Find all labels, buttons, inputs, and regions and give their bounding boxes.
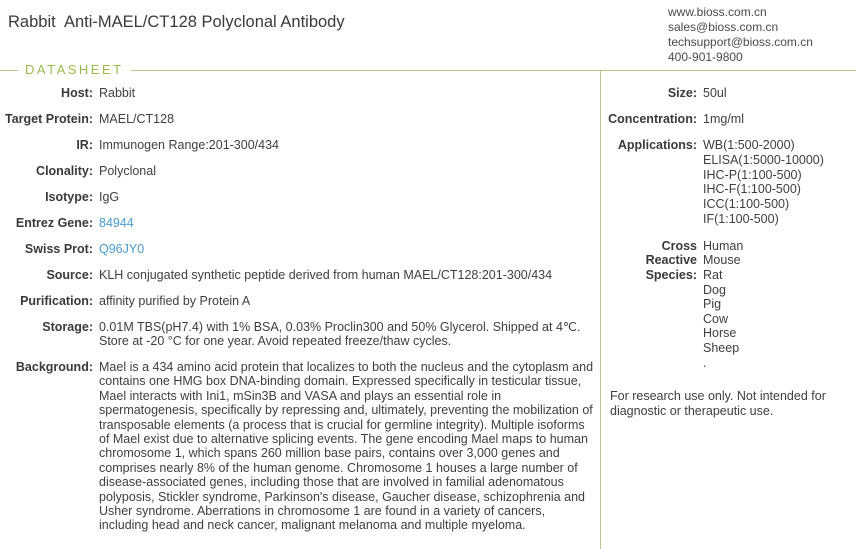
species-item: Pig bbox=[703, 297, 722, 312]
application-item: IF(1:100-500) bbox=[703, 211, 779, 226]
left-column bbox=[5, 86, 595, 545]
field-row-isotype bbox=[5, 190, 595, 204]
field-row-source bbox=[5, 268, 595, 282]
field-row-target-protein bbox=[5, 112, 595, 126]
species-item: Human bbox=[703, 238, 744, 253]
field-label: Isotype: bbox=[45, 190, 93, 204]
field-value: Rabbit bbox=[99, 86, 136, 100]
field-row-clonality bbox=[5, 164, 595, 178]
field-label: Entrez Gene: bbox=[15, 216, 93, 230]
field-value: 0.01M TBS(pH7.4) with 1% BSA, 0.03% Proclin300 and 50% Glycerol. Shipped at 4℃. Store at -20 °C for one year. Avoid repeated freeze/thaw cycles. bbox=[99, 320, 581, 348]
field-value: Polyclonal bbox=[99, 164, 156, 178]
field-row-ir bbox=[5, 138, 595, 152]
field-label: Storage: bbox=[42, 320, 93, 334]
datasheet-section-label: DATASHEET bbox=[18, 62, 131, 77]
field-label: Purification: bbox=[20, 294, 93, 308]
application-item: ICC(1:100-500) bbox=[703, 197, 790, 212]
species-item: Mouse bbox=[703, 253, 741, 268]
species-item: . bbox=[703, 355, 707, 370]
applications-list bbox=[697, 138, 824, 227]
swiss-prot-link[interactable]: Q96JY0 bbox=[99, 242, 145, 256]
field-label: IR: bbox=[76, 138, 93, 152]
field-row-swiss-prot bbox=[5, 242, 595, 256]
species-item: Rat bbox=[703, 267, 723, 282]
field-row-storage bbox=[5, 320, 595, 348]
contact-support-email: techsupport@bioss.com.cn bbox=[668, 35, 813, 49]
field-label: Host: bbox=[61, 86, 93, 100]
species-list bbox=[697, 239, 743, 370]
background-text: Mael is a 434 amino acid protein that localizes to both the nucleus and the cytoplasm and contains one HMG box DNA-binding domain. Expressed specifically in testicular tissue, Mael interacts with Ini1, mSin3B and VASA and plays an essential role in spermatogenesis, specifically by repressing and, ultimately, preventing the mobilization of transposable elements (a process that is crucial for germline integrity). Multiple isoforms of Mael exist due to alternative splicing events. The gene encoding Mael maps to human chromosome 1, which spans 260 million base pairs, contains over 3,000 genes and comprises nearly 8% of the human genome. Chromosome 1 houses a large number of disease-associated genes, including those that are involved in familial adenomatous polyposis, Stickler syndrome, Parkinson's disease, Gaucher disease, schizophrenia and Usher syndrome. Aberrations in chromosome 1 are found in a variety of cancers, including head and neck cancer, malignant melanoma and multiple myeloma. bbox=[99, 360, 594, 533]
field-row-entrez-gene bbox=[5, 216, 595, 230]
column-divider-line bbox=[600, 70, 601, 549]
field-label: Background: bbox=[15, 360, 93, 374]
field-value: Immunogen Range:201-300/434 bbox=[99, 138, 279, 152]
field-row-cross-reactive-species bbox=[608, 239, 850, 370]
field-label: Applications: bbox=[617, 138, 697, 152]
field-value: 1mg/ml bbox=[703, 112, 744, 126]
field-value: affinity purified by Protein A bbox=[99, 294, 251, 308]
field-label: Clonality: bbox=[36, 164, 93, 178]
field-value: MAEL/CT128 bbox=[99, 112, 175, 126]
species-item: Horse bbox=[703, 326, 737, 341]
field-row-applications bbox=[608, 138, 850, 227]
field-label: Concentration: bbox=[608, 112, 697, 126]
field-label: Cross Reactive Species: bbox=[645, 238, 697, 282]
field-label: Target Protein: bbox=[5, 112, 93, 126]
page-title: Rabbit Anti-MAEL/CT128 Polyclonal Antibody bbox=[8, 13, 345, 31]
field-row-concentration bbox=[608, 112, 850, 126]
field-value: IgG bbox=[99, 190, 120, 204]
species-item: Sheep bbox=[703, 340, 740, 355]
species-item: Dog bbox=[703, 282, 726, 297]
field-value: KLH conjugated synthetic peptide derived from human MAEL/CT128:201-300/434 bbox=[99, 268, 553, 282]
application-item: IHC-F(1:100-500) bbox=[703, 182, 801, 197]
application-item: IHC-P(1:100-500) bbox=[703, 167, 802, 182]
field-label: Size: bbox=[667, 86, 697, 100]
field-row-purification bbox=[5, 294, 595, 308]
field-label: Swiss Prot: bbox=[24, 242, 93, 256]
field-value: 50ul bbox=[703, 86, 727, 100]
contact-block bbox=[668, 5, 813, 65]
research-use-note: For research use only. Not intended for diagnostic or therapeutic use. bbox=[610, 389, 826, 418]
field-row-host bbox=[5, 86, 595, 100]
species-item: Cow bbox=[703, 311, 729, 326]
contact-website: www.bioss.com.cn bbox=[668, 5, 767, 19]
application-item: ELISA(1:5000-10000) bbox=[703, 152, 824, 167]
right-column bbox=[608, 86, 850, 382]
application-item: WB(1:500-2000) bbox=[703, 138, 795, 152]
entrez-gene-link[interactable]: 84944 bbox=[99, 216, 134, 230]
contact-sales-email: sales@bioss.com.cn bbox=[668, 20, 779, 34]
field-row-background bbox=[5, 360, 595, 533]
field-row-size bbox=[608, 86, 850, 100]
contact-phone: 400-901-9800 bbox=[668, 50, 743, 64]
field-label: Source: bbox=[46, 268, 93, 282]
